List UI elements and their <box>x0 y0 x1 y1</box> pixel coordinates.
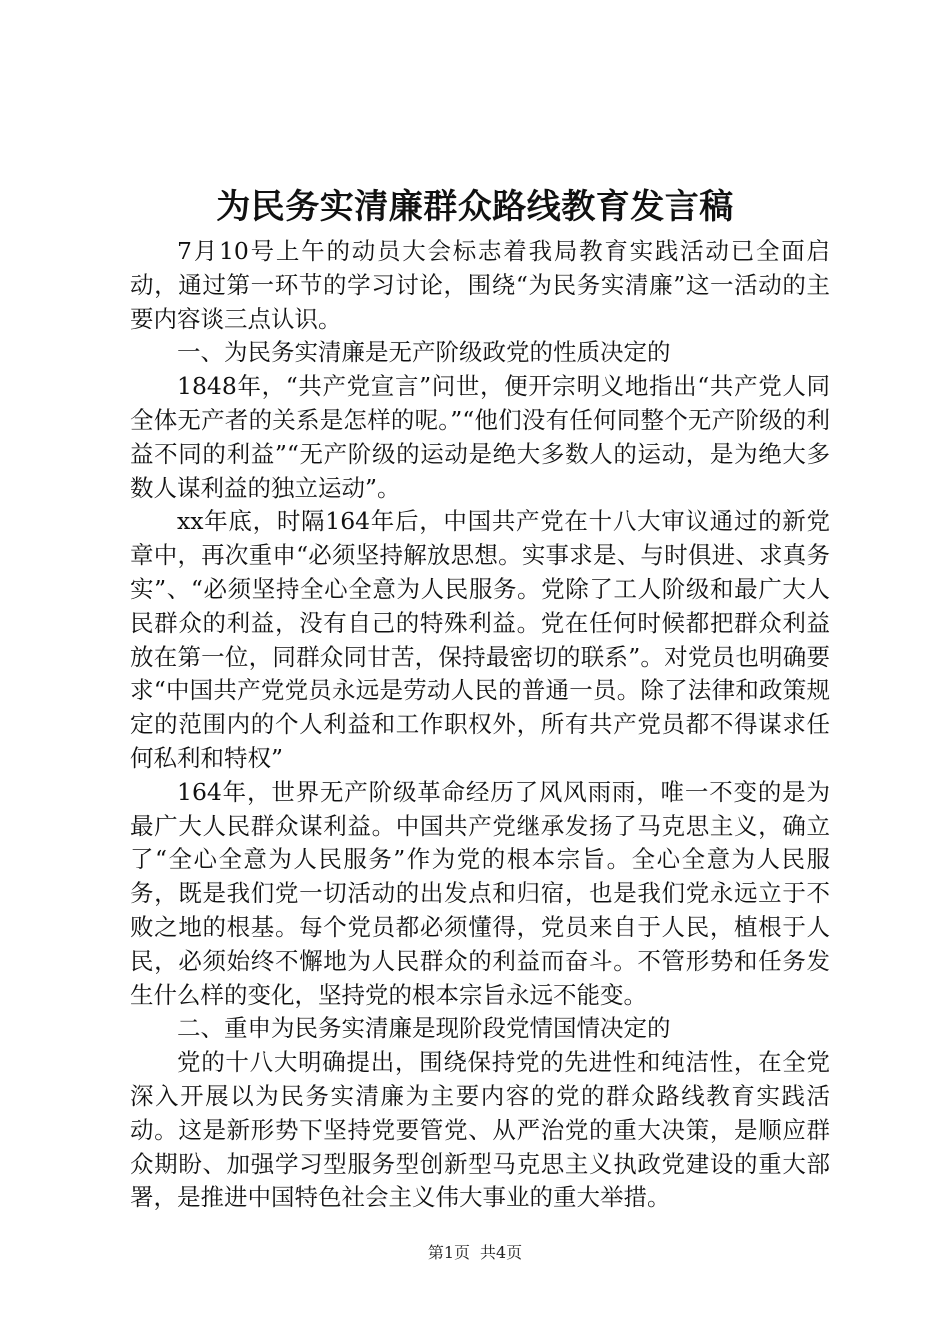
paragraph-fundamental-purpose: 164年，世界无产阶级革命经历了风风雨雨，唯一不变的是为最广大人民群众谋利益。中国共产党继承发扬了马克思主义，确立了“全心全意为人民服务”作为党的根本宗旨。全心全意为人民服务，既是我们党一切活动的出发点和归宿，也是我们党永远立于不败之地的根基。每个党员都必须懂得，党员来自于人民，植根于人民，必须始终不懈地为人民群众的利益而奋斗。不管形势和任务发生什么样的变化，坚持党的根本宗旨永远不能变。 <box>130 777 830 1009</box>
paragraph-eighteenth-congress: 党的十八大明确提出，围绕保持党的先进性和纯洁性，在全党深入开展以为民务实清廉为主要内容的党的群众路线教育实践活动。这是新形势下坚持党要管党、从严治党的重大决策，是顺应群众期盼、加强学习型服务型创新型马克思主义执政党建设的重大部署，是推进中国特色社会主义伟大事业的重大举措。 <box>130 1048 830 1212</box>
section-heading-2: 二、重申为民务实清廉是现阶段党情国情决定的 <box>177 1014 671 1043</box>
section-heading-1: 一、为民务实清廉是无产阶级政党的性质决定的 <box>177 338 671 367</box>
page-number: 第1页 <box>427 1243 470 1262</box>
paragraph-intro: 7月10号上午的动员大会标志着我局教育实践活动已全面启动，通过第一环节的学习讨论，围绕“为民务实清廉”这一活动的主要内容谈三点认识。 <box>130 237 830 333</box>
paragraph-manifesto: 1848年，“共产党宣言”问世，便开宗明义地指出“共产党人同全体无产者的关系是怎样的呢。”“他们没有任何同整个无产阶级的利益不同的利益”“无产阶级的运动是绝大多数人的运动，是为绝大多数人谋利益的独立运动”。 <box>130 372 830 502</box>
page-total: 共4页 <box>480 1243 523 1262</box>
paragraph-party-constitution: xx年底，时隔164年后，中国共产党在十八大审议通过的新党章中，再次重申“必须坚持解放思想。实事求是、与时俱进、求真务实”、“必须坚持全心全意为人民服务。党除了工人阶级和最广大人民群众的利益，没有自己的特殊利益。党在任何时候都把群众利益放在第一位，同群众同甘苦，保持最密切的联系”。对党员也明确要求“中国共产党党员永远是劳动人民的普通一员。除了法律和政策规定的范围内的个人利益和工作职权外，所有共产党员都不得谋求任何私利和特权” <box>130 507 830 772</box>
document-title: 为民务实清廉群众路线教育发言稿 <box>216 187 734 227</box>
document-body <box>130 235 830 1215</box>
page-footer <box>0 1241 950 1265</box>
